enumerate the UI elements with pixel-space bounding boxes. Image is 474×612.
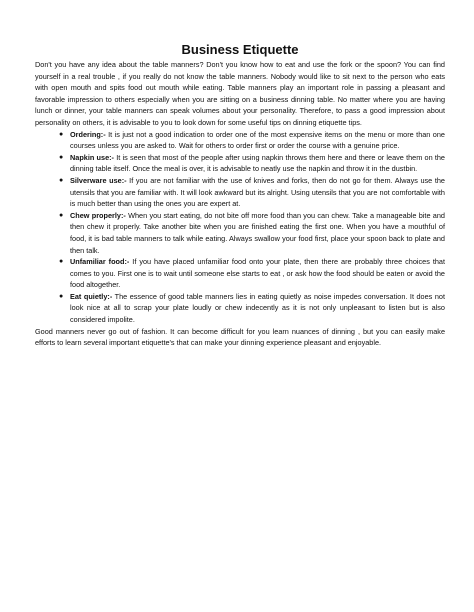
tip-term: Ordering:- — [70, 129, 106, 139]
tip-chew-properly — [59, 210, 445, 256]
tip-text: When you start eating, do not bite off more food than you can chew. Take a manageable bite and then chew it properly. Take another bite when you are finished eating the first one. When you have a mouthful of food, it is bad table manners to talk while eating. Always swallow your food first, place your spoon back to plate and then talk. — [70, 210, 445, 255]
tip-text: If you are not familiar with the use of knives and forks, then do not go for them. Always use the utensils that you are familiar with. It will look awkward but its alright. Using utensils that you are not comfortable with is much better than using the ones you are expert at. — [70, 175, 445, 209]
tip-text: It is seen that most of the people after using napkin throws them here and there or leave them on the dinning table itself. Once the meal is over, it is advisable to neatly use the napkin and throw it in the dustbin. — [70, 152, 445, 174]
intro-paragraph: Don't you have any idea about the table manners? Don't you know how to eat and use the fork or the spoon? You can find yourself in a real trouble , if you really do not know the table manners. Nobody would like to sit next to the person who eats with open mouth and spits food out mouth while eating. Table manners play an important role in passing a pleasant and favorable impression to others especially when you are sitting on a business dinning table. No matter where you are having lunch or dinner, your table manners can speak volumes about your personality. Therefore, to pass a good impression about personality on others, it is advisable to you to look down for some useful tips on dinning etiquette tips. — [35, 60, 445, 127]
bullet-icon: ● — [59, 176, 64, 184]
bullet-icon: ● — [59, 153, 64, 161]
tip-napkin-use — [59, 152, 445, 175]
tip-ordering — [59, 129, 445, 152]
document-page — [35, 42, 445, 349]
tip-silverware-use — [59, 175, 445, 210]
tip-term: Napkin use:- — [70, 152, 114, 162]
tip-text: The essence of good table manners lies in eating quietly as noise impedes conversation. It does not look nice at all to scrap your plate loudly or chew indecently as it is not only unpleasant to listen but is also considered impolite. — [70, 291, 445, 325]
tip-unfamiliar-food — [59, 256, 446, 291]
tip-eat-quietly — [59, 291, 445, 326]
tip-term: Unfamiliar food:- — [70, 257, 130, 267]
bullet-icon: ● — [59, 292, 64, 300]
tip-term: Chew properly:- — [70, 210, 126, 220]
bullet-icon: ● — [59, 211, 64, 219]
closing-paragraph: Good manners never go out of fashion. It can become difficult for you learn nuances of dinning , but you can easily make efforts to learn several important etiquette's that can make your dinning experience pleasant and enjoyable. — [35, 326, 445, 348]
etiquette-tips-list — [35, 129, 445, 326]
bullet-icon: ● — [59, 130, 64, 138]
tip-text: It is just not a good indication to order one of the most expensive items on the menu or more than one courses unless you are asked to. Wait for others to order first or order the course with a genuine price. — [70, 129, 445, 151]
document-title: Business Etiquette — [181, 42, 299, 57]
bullet-icon: ● — [59, 258, 64, 266]
tip-term: Eat quietly:- — [70, 291, 113, 301]
tip-term: Silverware use:- — [70, 175, 127, 185]
tip-text: If you have placed unfamiliar food onto your plate, then there are probably three choices that comes to you. First one is to wait until someone else starts to eat , or ask how the food should be eaten or avoid the food altogether. — [70, 257, 446, 290]
